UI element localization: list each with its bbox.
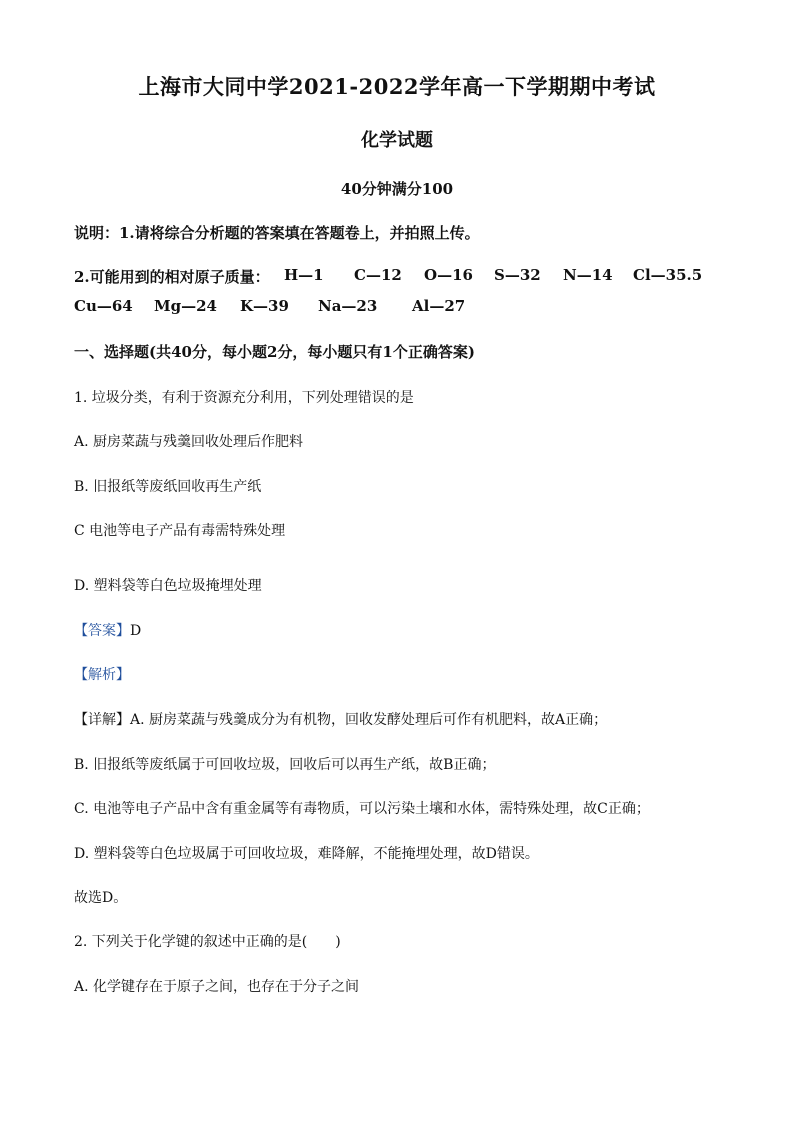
section-heading: 一、选择题(共40分，每小题2分，每小题只有1个正确答案) <box>74 343 475 361</box>
instruction-note-1: 说明：1.请将综合分析题的答案填在答题卷上，并拍照上传。 <box>74 224 480 242</box>
time-score-line: 40分钟满分100 <box>340 180 454 198</box>
question-1-stem: 1. 垃圾分类，有利于资源充分利用，下列处理错误的是 <box>74 390 414 406</box>
page-subtitle: 化学试题 <box>361 130 433 151</box>
atomic-mass-item: N—14 <box>563 266 613 284</box>
question-1-answer <box>74 620 141 640</box>
question-1-conclusion: 故选D。 <box>74 890 128 906</box>
question-2-option-a: A. 化学键存在于原子之间，也存在于分子之间 <box>74 979 360 995</box>
question-1-option-b: B. 旧报纸等废纸回收再生产纸 <box>74 479 262 495</box>
atomic-mass-item: O—16 <box>424 266 473 284</box>
question-1-option-a: A. 厨房菜蔬与残羹回收处理后作肥料 <box>74 434 304 450</box>
answer-value: D <box>130 623 142 639</box>
atomic-mass-item: K—39 <box>240 297 289 315</box>
atomic-mass-item: Cu—64 <box>74 297 133 315</box>
atomic-mass-item: C—12 <box>354 266 402 284</box>
atomic-mass-item: Al—27 <box>412 297 466 315</box>
question-1-detail-a <box>74 709 607 729</box>
analysis-tag: 【解析】 <box>74 667 130 683</box>
question-1-option-d: D. 塑料袋等白色垃圾掩埋处理 <box>74 578 262 594</box>
question-1-detail-d: D. 塑料袋等白色垃圾属于可回收垃圾，难降解，不能掩埋处理，故D错误。 <box>74 846 539 862</box>
detail-tag: 【详解】 <box>74 712 130 728</box>
question-1-option-c: C 电池等电子产品有毒需特殊处理 <box>74 523 286 539</box>
atomic-mass-item: Cl—35.5 <box>633 266 703 284</box>
question-1-detail-b: B. 旧报纸等废纸属于可回收垃圾，回收后可以再生产纸，故B正确； <box>74 757 496 773</box>
answer-tag: 【答案】 <box>74 623 130 639</box>
atomic-mass-item: Mg—24 <box>154 297 217 315</box>
page-title: 上海市大同中学2021-2022学年高一下学期期中考试 <box>138 74 656 99</box>
atomic-mass-item: H—1 <box>284 266 324 284</box>
question-1-detail-c: C. 电池等电子产品中含有重金属等有毒物质，可以污染土壤和水体，需特殊处理，故C正确； <box>74 801 650 817</box>
atomic-mass-item: Na—23 <box>318 297 378 315</box>
question-2-stem: 2. 下列关于化学键的叙述中正确的是( ) <box>74 934 341 950</box>
detail-line: A. 厨房菜蔬与残羹成分为有机物，回收发酵处理后可作有机肥料，故A正确； <box>130 712 608 728</box>
atomic-mass-label: 2.可能用到的相对原子质量： <box>74 268 270 286</box>
atomic-mass-item: S—32 <box>494 266 541 284</box>
